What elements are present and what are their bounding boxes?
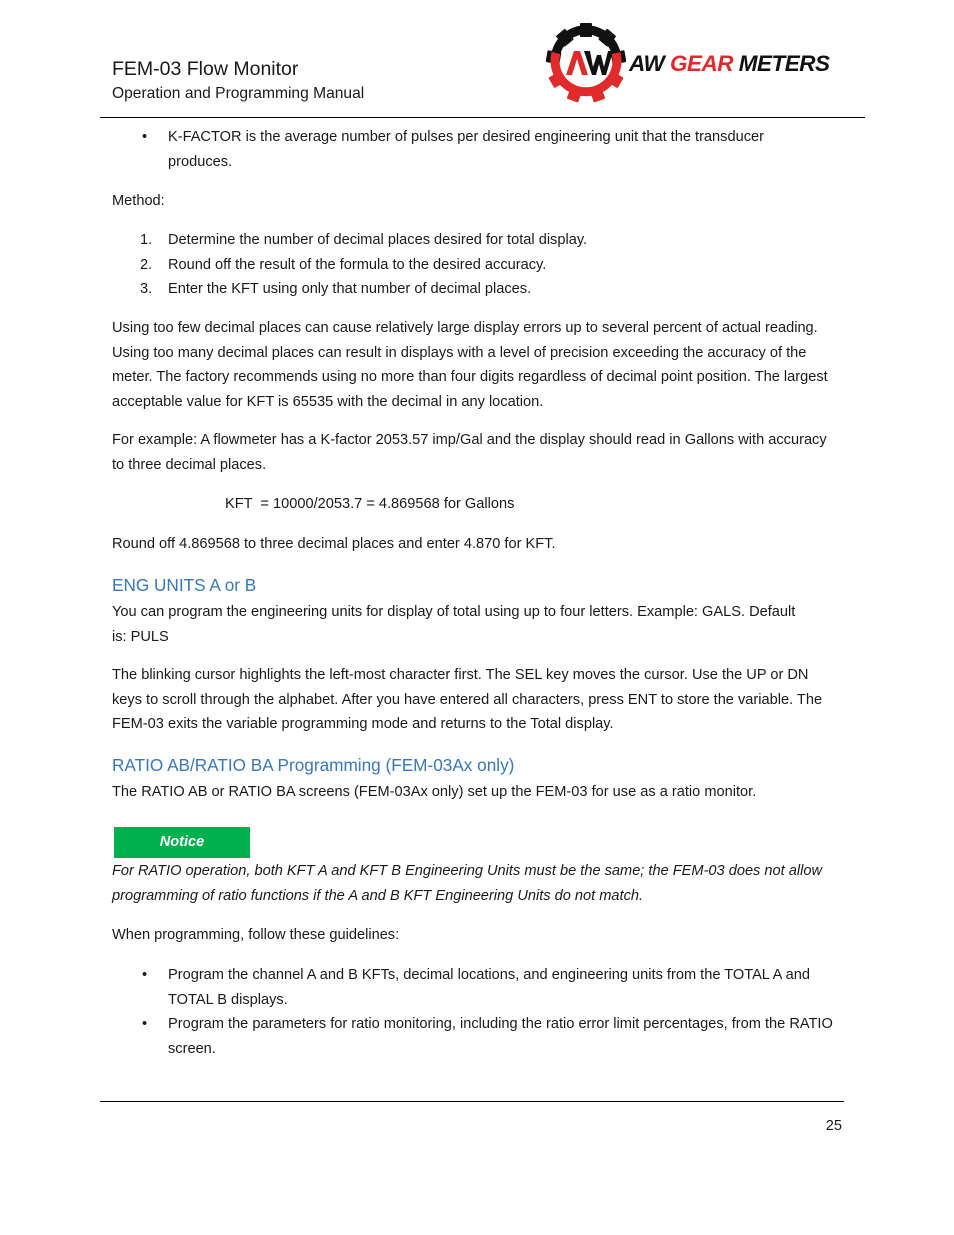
kfactor-bullet — [142, 125, 828, 174]
method-step-text: Determine the number of decimal places desired for total display. — [168, 232, 588, 248]
header-divider — [100, 117, 865, 118]
round-paragraph: Round off 4.869568 to three decimal places and enter 4.870 for KFT. — [112, 536, 556, 552]
example-paragraph: For example: A flowmeter has a K-factor 2053.57 imp/Gal and the display should read in Gallons with accuracy to three decimal places. — [112, 432, 827, 473]
method-step — [140, 228, 588, 253]
method-label: Method: — [112, 193, 165, 209]
guideline-text: Program the parameters for ratio monitoring, including the ratio error limit percentages, from the RATIO screen. — [168, 1016, 833, 1057]
guideline-bullet — [142, 963, 833, 1012]
company-logo — [546, 22, 836, 104]
eng-units-heading: ENG UNITS A or B — [112, 575, 257, 595]
document-title: FEM-03 Flow Monitor — [112, 58, 299, 80]
guideline-text: Program the channel A and B KFTs, decimal locations, and engineering units from the TOTAL A and TOTAL B displays. — [168, 967, 810, 1008]
kft-formula: KFT = 10000/2053.7 = 4.869568 for Gallons — [225, 496, 515, 512]
guideline-bullet — [142, 1012, 833, 1061]
method-step — [140, 277, 532, 302]
document-subtitle: Operation and Programming Manual — [112, 85, 365, 102]
footer-divider — [100, 1101, 844, 1102]
bullet-icon: • — [142, 1016, 148, 1032]
kfactor-bullet-text: K-FACTOR is the average number of pulses per desired engineering unit that the transducer produces. — [168, 129, 764, 170]
logo-word-meters: METERS — [738, 51, 830, 76]
logo-word-gear: GEAR — [670, 51, 739, 76]
gear-logo-icon — [546, 22, 626, 104]
logo-wordmark — [629, 50, 830, 78]
method-step — [140, 253, 547, 278]
page-number: 25 — [825, 1118, 842, 1134]
eng-units-paragraph: You can program the engineering units for display of total using up to four letters. Example: GALS. Default is: PULS — [112, 604, 796, 645]
method-step-number: 2. — [140, 257, 153, 273]
notice-text: For RATIO operation, both KFT A and KFT B Engineering Units must be the same; the FEM-03 does not allow programming of ratio functions if the A and B KFT Engineering Units do not match. — [112, 863, 823, 904]
method-step-text: Round off the result of the formula to the desired accuracy. — [168, 257, 547, 273]
guidelines-intro: When programming, follow these guidelines: — [112, 927, 400, 943]
bullet-icon: • — [142, 129, 148, 145]
ratio-paragraph: The RATIO AB or RATIO BA screens (FEM-03Ax only) set up the FEM-03 for use as a ratio monitor. — [112, 784, 757, 800]
method-step-text: Enter the KFT using only that number of decimal places. — [168, 281, 532, 297]
decimal-paragraph: Using too few decimal places can cause relatively large display errors up to several percent of actual reading. Using too many decimal places can result in displays with a level of precision exceeding the accuracy of the meter. The factory recommends using no more than four digits regardless of decimal point position. The largest acceptable value for KFT is 65535 with the decimal in any location. — [112, 320, 828, 410]
notice-badge: Notice — [114, 827, 250, 858]
logo-word-aw: AW — [629, 51, 670, 76]
cursor-paragraph: The blinking cursor highlights the left-most character first. The SEL key moves the cursor. Use the UP or DN keys to scroll through the alphabet. After you have entered all characters, press ENT to store the variable. The FEM-03 exits the variable programming mode and returns to the Total display. — [112, 667, 823, 732]
bullet-icon: • — [142, 967, 148, 983]
ratio-heading: RATIO AB/RATIO BA Programming (FEM-03Ax only) — [112, 755, 515, 775]
method-step-number: 3. — [140, 281, 153, 297]
method-step-number: 1. — [140, 232, 153, 248]
